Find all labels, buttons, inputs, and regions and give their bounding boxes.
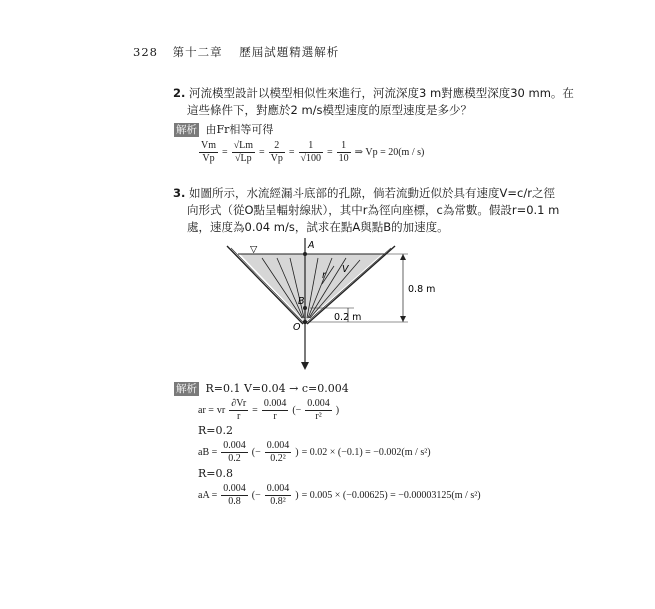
funnel-figure (222, 236, 442, 374)
fraction: $\frac{√Lm}{√Lp}$ (233, 140, 254, 164)
solution-intro (174, 121, 273, 137)
acceleration-a-equation: aA = $\frac{0.004}{0.8}$ (− $\frac{0.004}{\text{0.8²}}$ ) = 0.005 × (−0.00625) = −0.00003125(m / s²) (198, 483, 481, 507)
label-o: O (293, 322, 301, 333)
question-text-line: 處，速度為0.04 m/s，試求在點A與點B的加速度。 (187, 220, 449, 234)
dim-label-08: 0.8 m (408, 284, 436, 295)
question-text-line: 這些條件下，對應於2 m/s模型速度的原型速度是多少？ (187, 103, 473, 117)
fraction: $\frac{0.004}{\text{0.2²}}$ (266, 440, 290, 464)
equation-result: ⇒ Vp = 20(m / s) (354, 147, 425, 158)
free-surface-symbol: ▽ (250, 244, 258, 255)
question-2 (173, 84, 574, 102)
label-a: A (308, 240, 315, 251)
chapter-title: 歷屆試題精選解析 (239, 45, 340, 59)
page-number: 328 (133, 45, 158, 59)
question-text-line: 向形式（從O點呈輻射線狀），其中r為徑向座標，c為常數。假設r=0.1 m (187, 203, 560, 217)
fraction: $\frac{1}{10}$ (338, 140, 349, 164)
radius-a: R=0.8 (198, 467, 233, 480)
froude-equation: $\frac{Vm}{Vp}$ = $\frac{√Lm}{√Lp}$ = $\frac{2}{Vp}$ = $\frac{1}{√100}$ = $\frac{1}{10}$ ⇒ Vp = 20(m / s) (201, 140, 425, 164)
question-number: 3. (173, 186, 186, 200)
chapter-label: 第十二章 (172, 45, 223, 59)
equation-result: = 0.02 × (−0.1) = −0.002(m / s²) (301, 447, 431, 458)
radius-b: R=0.2 (198, 424, 233, 437)
acceleration-general-equation: ar = vr $\frac{\partial Vr}{r}$ = $\frac{0.004}{r}$ (− $\frac{0.004}{\text{r²}}$ ) (198, 398, 340, 422)
solution-line (174, 382, 349, 396)
question-text-line: 河流模型設計以模型相似性來進行，河流深度3 m對應模型深度30 mm。在 (189, 86, 574, 100)
dim-label-02: 0.2 m (334, 312, 362, 323)
point-o (303, 320, 307, 324)
fraction: $\frac{\partial Vr}{r}$ (231, 398, 247, 422)
fraction: $\frac{0.004}{0.8}$ (223, 483, 246, 507)
label-r: r (322, 270, 326, 281)
solution-tag: 解析 (176, 383, 197, 395)
point-a (303, 252, 307, 256)
fraction: $\frac{0.004}{\text{0.8²}}$ (266, 483, 290, 507)
page-header (133, 44, 339, 60)
fraction: $\frac{1}{√100}$ (300, 140, 322, 164)
equation-result: = 0.005 × (−0.00625) = −0.00003125(m / s²) (301, 490, 481, 501)
label-b: B (298, 296, 305, 307)
fraction: $\frac{2}{Vp}$ (270, 140, 283, 164)
solution-tag: 解析 (176, 124, 197, 136)
fraction: $\frac{Vm}{Vp}$ (201, 140, 216, 164)
outflow-arrow (301, 362, 309, 370)
question-3 (173, 184, 555, 202)
label-v: V (342, 264, 349, 275)
fraction: $\frac{0.004}{\text{r²}}$ (307, 398, 330, 422)
solution-text: 由Fr相等可得 (205, 123, 274, 136)
fraction: $\frac{0.004}{r}$ (263, 398, 287, 422)
solution-text: R=0.1 V=0.04 → c=0.004 (205, 382, 349, 395)
question-text-line: 如圖所示，水流經漏斗底部的孔隙，倘若流動近似於具有速度V=c/r之徑 (189, 186, 555, 200)
fraction: $\frac{0.004}{0.2}$ (223, 440, 246, 464)
acceleration-b-equation: aB = $\frac{0.004}{0.2}$ (− $\frac{0.004}{\text{0.2²}}$ ) = 0.02 × (−0.1) = −0.002(m / s²) (198, 440, 431, 464)
question-number: 2. (173, 86, 186, 100)
